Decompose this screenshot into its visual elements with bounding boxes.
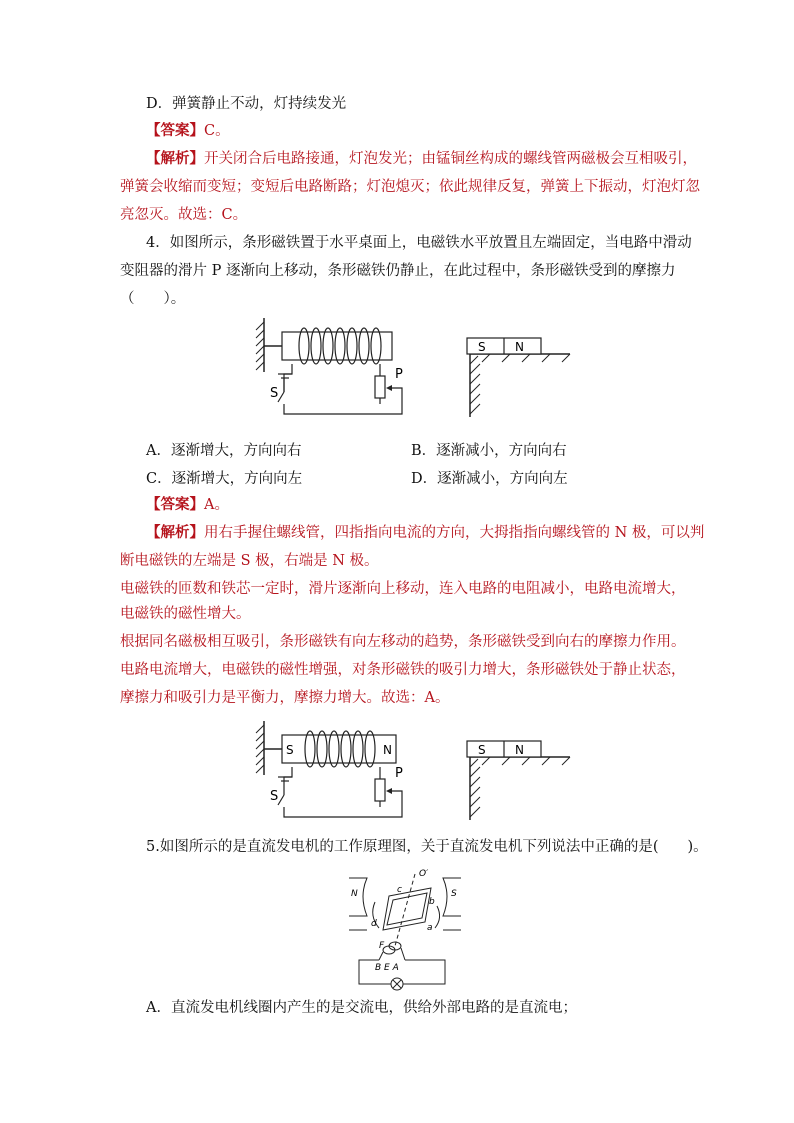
answer-value: A。 [204, 497, 229, 513]
gen-o-prime: O′ [419, 869, 429, 879]
q5-figure-dc-generator [345, 866, 465, 992]
answer-label: 【答案】 [146, 122, 204, 139]
q4-analysis-line-3: 电磁铁的匝数和铁芯一定时，滑片逐渐向上移动，连入电路的电阻减小，电路电流增大， [120, 581, 686, 597]
gen-label-d: d [371, 919, 377, 929]
fig1-magnet-s: S [478, 340, 486, 354]
fig2-magnet-n: N [515, 743, 524, 757]
q3-answer [146, 121, 230, 141]
q3-analysis-line-3: 亮忽灭。故选：C。 [120, 207, 248, 223]
gen-label-f: F [379, 941, 385, 951]
q4-analysis-line-1: 【解析】用右手握住螺线管，四指指向电流的方向，大拇指指向螺线管的 N 极，可以判 [146, 524, 705, 541]
q4-stem-line-1: 4．如图所示，条形磁铁置于水平桌面上，电磁铁水平放置且左端固定，当电路中滑动 [146, 235, 692, 251]
q4-stem-line-2: 变阻器的滑片 P 逐渐向上移动，条形磁铁仍静止，在此过程中，条形磁铁受到的摩擦力 [120, 263, 676, 279]
fig1-magnet-n: N [515, 340, 524, 354]
fig2-coil-n: N [383, 743, 392, 757]
q4-analysis-line-4: 电磁铁的磁性增大。 [120, 606, 251, 622]
q4-figure-solution [252, 715, 572, 835]
q4-analysis-line-7: 摩擦力和吸引力是平衡力，摩擦力增大。故选：A。 [120, 690, 450, 706]
answer-value: C。 [204, 123, 230, 139]
q3-analysis-line-1: 【解析】开关闭合后电路接通，灯泡发光；由锰铜丝构成的螺线管两磁极会互相吸引， [146, 150, 697, 167]
q5-option-a: A．直流发电机线圈内产生的是交流电，供给外部电路的是直流电； [146, 1000, 577, 1016]
analysis-label: 【解析】 [146, 524, 204, 541]
q3-analysis-line-2: 弹簧会收缩而变短；变短后电路断路；灯泡熄灭；依此规律反复，弹簧上下振动，灯泡灯忽 [120, 179, 700, 195]
q4-analysis-line-6: 电路电流增大，电磁铁的磁性增强，对条形磁铁的吸引力增大，条形磁铁处于静止状态， [120, 662, 686, 678]
q3-option-d: D．弹簧静止不动，灯持续发光 [146, 96, 347, 112]
gen-pole-n: N [351, 889, 358, 899]
q4-figure-electromagnet [252, 312, 572, 432]
q5-stem: 5.如图所示的是直流发电机的工作原理图，关于直流发电机下列说法中正确的是( )。 [146, 839, 708, 855]
fig1-slider-label: P [395, 367, 403, 382]
q4-stem-line-3: （ ）。 [120, 291, 186, 307]
fig2-coil-s: S [286, 743, 294, 757]
gen-label-bea: B E A [375, 963, 399, 973]
gen-pole-s: S [451, 889, 457, 899]
q4-analysis-line-2: 断电磁铁的左端是 S 极，右端是 N 极。 [120, 553, 379, 569]
answer-label: 【答案】 [146, 496, 204, 513]
gen-label-b: b [429, 897, 435, 907]
q4-answer [146, 495, 229, 515]
fig2-magnet-s: S [478, 743, 486, 757]
fig1-switch-label: S [270, 386, 279, 401]
q4-option-c: C．逐渐增大，方向向左 [146, 471, 303, 487]
q4-option-a: A．逐渐增大，方向向右 [146, 443, 302, 459]
gen-label-a: a [427, 923, 433, 933]
q4-option-b: B．逐渐减小，方向向右 [411, 443, 567, 459]
fig2-switch-label: S [270, 789, 279, 804]
analysis-label: 【解析】 [146, 150, 204, 167]
q4-option-d: D．逐渐减小，方向向左 [411, 471, 568, 487]
gen-label-c: c [397, 885, 402, 895]
q4-analysis-line-5: 根据同名磁极相互吸引，条形磁铁有向左移动的趋势，条形磁铁受到向右的摩擦力作用。 [120, 634, 686, 650]
fig2-slider-label: P [395, 766, 403, 781]
